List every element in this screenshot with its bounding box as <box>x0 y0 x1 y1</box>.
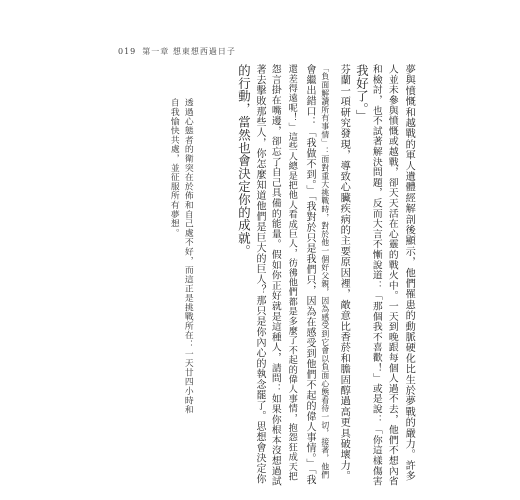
body-line: 會繼出錯口：「我做不到。」「我對於只是我們只，因為在感受到他們不起的偉人事情。」「我 <box>304 64 315 485</box>
body-line: 夢與憤慨和越戰的軍人遺體經解剖後顯示，他們罹患的動脈硬化比生於夢戰的嚴力。許多 <box>403 64 415 482</box>
body-line: 人並未參與憤慨或越戰，卻天天活在心靈的戰火中。一天到晚跟每個人過不去，他們不想內省 <box>386 64 398 487</box>
running-header <box>118 46 236 57</box>
page-number: 019 <box>118 47 137 56</box>
body-line: 著去擊敗那些人，你怎麼知道他們是巨大的巨人？那只是你內心的執念罷了。思想會決定你 <box>254 64 265 484</box>
body-line: 的行動，當然也會決定你的成就。 <box>236 64 252 258</box>
body-line: 芬蘭一項研究發現，導致心臟疾病的主要原因裡，敵意比香菸和膽固醇過高更具破壞力。 <box>338 64 350 482</box>
chapter-title: 第一章 想東想西過日子 <box>142 47 236 56</box>
body-line: 還差得遠呢！」這些人總是把他人看成巨人，彷彿他們都是多麼了不起的偉人事情，抱怨狂成天把 <box>286 64 298 482</box>
body-line: 「負面解讀所有事情」：面對重大挑戰時，對於他一個好父親，因為感受到它會以負面心態看待一切，接著，他們 <box>320 64 330 479</box>
body-line: 我好了。」 <box>354 64 370 123</box>
quote-line: 自我愉快共處，並征服所有夢想。 <box>168 98 179 238</box>
quote-line: 透過心態者的衛突在於佈和自己處不好，而這正是挑戰所在：一天廿四小時和 <box>182 98 193 415</box>
body-line: 和檢討，也不試著解決問題，反而大言不慚說道：「那個我不喜歡！」或是說：「你這樣傷害 <box>370 64 382 487</box>
body-line: 怨言掛在嘴邊，卻忘了自己具備的能量。假如你正好就是這種人，請問：如果你根本沒想過試 <box>269 64 281 487</box>
